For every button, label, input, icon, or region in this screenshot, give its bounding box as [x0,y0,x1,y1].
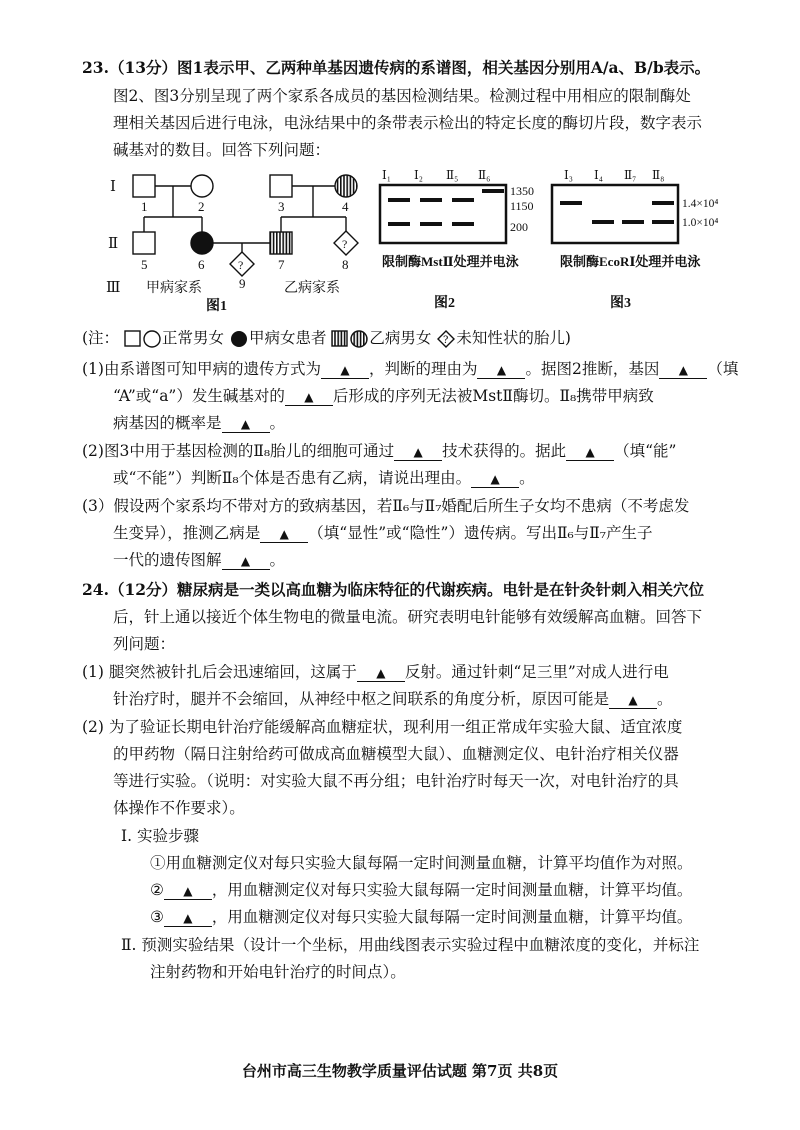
gel-frame [552,185,678,243]
fig3-caption: 图3 [610,296,631,311]
fig2-enzyme-label: 限制酶MstⅡ处理并电泳 [382,254,519,269]
answer-blank[interactable]: ▲ [477,362,525,379]
band-II8-14000 [652,201,674,205]
gen-I-label: Ⅰ [110,179,116,195]
q23-p1-line3: 病基因的概率是 ▲ 。 [113,414,286,432]
pedigree-II5-male [133,232,155,254]
pedigree-II6-affected-female [191,232,213,254]
q24-step3: ③ ▲ ，用血糖测定仪对每只实验大鼠每隔一定时间测量血糖，计算平均值。 [150,908,693,926]
fig2-size-1150: 1150 [510,199,534,213]
q24-steps-title: Ⅰ. 实验步骤 [121,827,199,845]
jia-female-icon [229,330,249,348]
q24-p2-line4: 体操作不作要求）。 [113,799,245,817]
pedigree-num-2: 2 [198,199,205,214]
pedigree-num-1: 1 [141,199,148,214]
answer-blank[interactable]: ▲ [357,665,405,682]
fig3-enzyme-label: 限制酶EcoRⅠ处理并电泳 [560,254,701,269]
fig3-lane-I4: Ⅰ₄ [594,168,603,182]
answer-blank[interactable]: ▲ [394,444,442,461]
gen-II-label: Ⅱ [108,236,119,252]
answer-blank[interactable]: ▲ [222,416,270,433]
q23-p3-line3: 一代的遗传图解 ▲ 。 [113,551,286,569]
answer-blank[interactable]: ▲ [566,444,614,461]
legend-prefix: (注： [82,329,120,347]
fig2-size-1350: 1350 [510,184,534,198]
band-I4-10000 [592,220,614,224]
q24-p2-line2: 的甲药物（隔日注射给药可做成高血糖模型大鼠）、血糖测定仪、电针治疗相关仪器 [113,745,679,763]
pedigree-num-5: 5 [141,257,148,272]
answer-blank[interactable]: ▲ [222,553,270,570]
q23-p3-line2: 生变异），推测乙病是 ▲ （填“显性”或“隐性”）遗传病。写出Ⅱ₆与Ⅱ₇产生子 [113,524,653,542]
answer-blank[interactable]: ▲ [285,389,333,406]
band-I1-1150 [388,198,410,202]
fig1-caption: 图1 [206,299,227,314]
answer-blank[interactable]: ▲ [164,910,212,927]
answer-blank[interactable]: ▲ [321,362,369,379]
fig3-lane-II7: Ⅱ₇ [624,168,637,182]
legend-note [82,328,571,348]
q23-p3-line1: (3）假设两个家系均不带对方的致病基因，若Ⅱ₆与Ⅱ₇婚配后所生子女均不患病（不考虑发 [82,497,690,515]
pedigree-figure [100,162,380,314]
pedigree-I1-male [133,175,155,197]
legend-normal: 正常男女 [162,329,225,347]
unknown-fetus-icon [436,330,456,348]
pedigree-num-6: 6 [198,257,205,272]
answer-blank[interactable]: ▲ [260,526,308,543]
q23-line3: 理相关基因后进行电泳，电泳结果中的条带表示检出的特定长度的酶切片段，数字表示 [113,114,703,132]
family-jia-label: 甲病家系 [146,281,202,296]
band-II5-1150 [452,198,474,202]
gen-III-label: Ⅲ [106,280,121,296]
fig2-lane-I2: Ⅰ₂ [414,168,423,182]
normal-symbols-icon [124,330,162,348]
legend-jia: 甲病女患者 [248,329,327,347]
q24-predict-line1: Ⅱ. 预测实验结果（设计一个坐标，用曲线图表示实验过程中血糖浓度的变化，并标注 [121,936,700,954]
answer-blank[interactable]: ▲ [609,692,657,709]
band-I2-200 [420,222,442,226]
q23-p2-line2: 或“不能”）判断Ⅱ₈个体是否患有乙病，请说出理由。 ▲ 。 [113,469,535,487]
q24-p2-line1: (2) 为了验证长期电针治疗能缓解高血糖症状，现利用一组正常成年实验大鼠、适宜浓度 [82,718,683,736]
pedigree-num-7: 7 [278,257,285,272]
fig2-lane-II6: Ⅱ₆ [478,168,491,182]
fig3-size-14000: 1.4×10⁴ [682,198,719,210]
yi-symbols-icon [331,330,369,348]
band-I3-14000 [560,201,582,205]
band-II7-10000 [622,220,644,224]
q24-line3: 列问题： [113,635,176,653]
fig2-size-200: 200 [510,220,528,234]
q23-p1-line1: (1)由系谱图可知甲病的遗传方式为 ▲ ，判断的理由为 ▲ 。据图2推断，基因 ▲ （填 [82,360,739,378]
pedigree-num-9: 9 [239,276,246,291]
q23-line2: 图2、图3分别呈现了两个家系各成员的基因检测结果。检测过程中用相应的限制酶处 [113,87,691,105]
gel-figure-2 [378,165,546,315]
band-I2-1150 [420,198,442,202]
page-footer: 台州市高三生物教学质量评估试题 第7页 共8页 [241,1062,559,1080]
pedigree-III9-question: ? [238,258,244,272]
gel-figure-3 [548,165,738,315]
q24-line2: 后，针上通以接近个体生物电的微量电流。研究表明电针能够有效缓解高血糖。回答下 [113,608,703,626]
pedigree-I2-female [191,175,213,197]
q23-line4: 碱基对的数目。回答下列问题： [113,141,331,159]
fig2-caption: 图2 [434,296,455,311]
pedigree-num-8: 8 [342,257,349,272]
q23-p1-line2: “A”或“a”）发生碱基对的 ▲ 后形成的序列无法被MstⅡ酶切。Ⅱ₈携带甲病致 [113,387,654,405]
q24-step2: ② ▲ ，用血糖测定仪对每只实验大鼠每隔一定时间测量血糖，计算平均值。 [150,881,693,899]
q24-p2-line3: 等进行实验。（说明：对实验大鼠不再分组；电针治疗时每天一次，对电针治疗的具 [113,772,679,790]
band-II6-1350 [482,189,504,193]
pedigree-num-3: 3 [278,199,285,214]
legend-unknown: 未知性状的胎儿) [456,329,571,347]
q24-line1: 24.（12分）糖尿病是一类以高血糖为临床特征的代谢疾病。电针是在针灸针刺入相关穴位 [82,580,705,599]
answer-blank[interactable]: ▲ [164,883,212,900]
family-yi-label: 乙病家系 [284,281,340,296]
q24-step1: ①用血糖测定仪对每只实验大鼠每隔一定时间测量血糖，计算平均值作为对照。 [150,854,693,872]
fig3-lane-II8: Ⅱ₈ [652,168,665,182]
band-II5-200 [452,222,474,226]
fig3-size-10000: 1.0×10⁴ [682,217,719,229]
fig2-lane-I1: Ⅰ₁ [382,168,391,182]
pedigree-I3-male [270,175,292,197]
fig2-lane-II5: Ⅱ₅ [446,168,459,182]
q23-line1: 23.（13分）图1表示甲、乙两种单基因遗传病的系谱图，相关基因分别用A/a、B/b表示。 [82,58,711,77]
band-II8-10000 [652,220,674,224]
gel-frame [380,185,506,243]
answer-blank[interactable]: ▲ [659,362,707,379]
q24-predict-line2: 注射药物和开始电针治疗的时间点）。 [150,963,406,981]
pedigree-num-4: 4 [342,199,349,214]
legend-yi: 乙病男女 [369,329,432,347]
answer-blank[interactable]: ▲ [471,471,519,488]
q23-p2-line1: (2)图3中用于基因检测的Ⅱ₈胎儿的细胞可通过 ▲ 技术获得的。据此 ▲ （填“能” [82,442,677,460]
pedigree-I4-affected-female [335,175,357,197]
band-I1-200 [388,222,410,226]
pedigree-II8-question: ? [342,237,348,251]
q24-p1-line2: 针治疗时，腿并不会缩回，从神经中枢之间联系的角度分析，原因可能是 ▲ 。 [113,690,673,708]
svg-text:?: ? [443,335,449,346]
pedigree-II7-affected-male [270,232,292,254]
fig3-lane-I3: Ⅰ₃ [564,168,573,182]
q24-p1-line1: (1) 腿突然被针扎后会迅速缩回，这属于 ▲ 反射。通过针刺“足三里”对成人进行电 [82,663,669,681]
